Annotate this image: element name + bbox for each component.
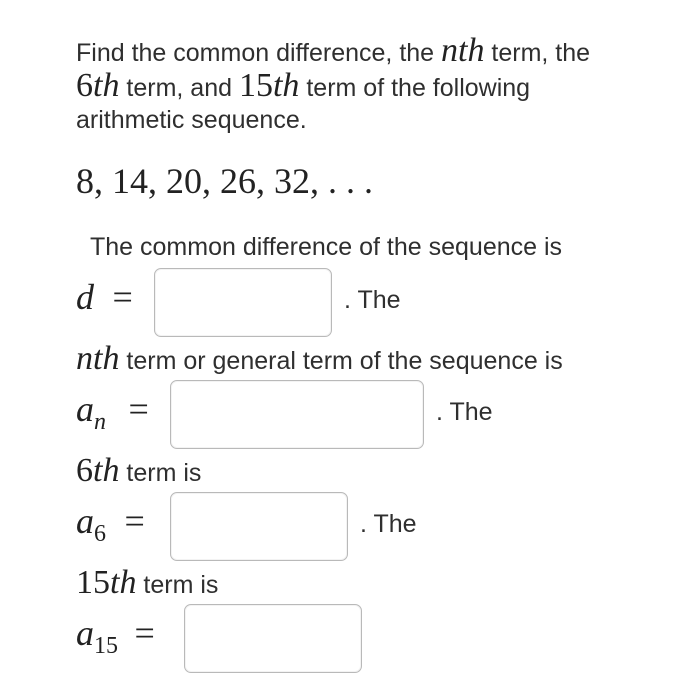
a6-the-text: . The <box>360 510 417 538</box>
an-equation <box>76 388 149 435</box>
a6-equals: = <box>124 501 145 541</box>
a15-subscript: 15 <box>94 633 118 659</box>
a15-variable: a <box>76 613 94 653</box>
d-answer-input[interactable] <box>154 268 332 337</box>
question-line-2: 6th term, and 15th term of the following <box>76 67 531 104</box>
nth-term-line <box>76 340 563 378</box>
a6-subscript: 6 <box>94 521 106 547</box>
nth-label: nth <box>76 340 120 377</box>
question-suffix: term, the <box>484 39 591 67</box>
a15-answer-input[interactable] <box>184 604 362 673</box>
a6-variable: a <box>76 501 94 541</box>
an-equals: = <box>128 389 149 429</box>
a6-equation <box>76 500 145 547</box>
a15-equals: = <box>134 613 155 653</box>
question-line-1 <box>76 32 590 70</box>
nth-text: term or general term of the sequence is <box>119 347 563 375</box>
question-line2-mid: term, and <box>119 74 239 102</box>
fifteenth-text: term is <box>136 571 219 599</box>
fifteenth-term-line: 15th term is <box>76 564 219 601</box>
question-line-3: arithmetic sequence. <box>76 106 307 134</box>
d-variable: d <box>76 277 94 317</box>
common-difference-intro: The common difference of the sequence is <box>90 233 563 261</box>
an-answer-input[interactable] <box>170 380 424 449</box>
d-equation <box>76 276 133 318</box>
question-line2-suffix: term of the following <box>299 74 531 102</box>
d-equals: = <box>112 277 133 317</box>
an-the-text: . The <box>436 398 493 426</box>
an-variable: a <box>76 389 94 429</box>
sixth-term-line: 6th term is <box>76 452 202 489</box>
a15-equation <box>76 612 155 659</box>
sixth-text: term is <box>119 459 202 487</box>
a6-answer-input[interactable] <box>170 492 348 561</box>
question-prefix: Find the common difference, the <box>76 39 442 67</box>
sequence: 8, 14, 20, 26, 32, . . . <box>76 161 373 201</box>
d-the-text: . The <box>344 286 401 314</box>
nth-math: nth <box>441 32 485 69</box>
an-subscript: n <box>94 409 106 435</box>
